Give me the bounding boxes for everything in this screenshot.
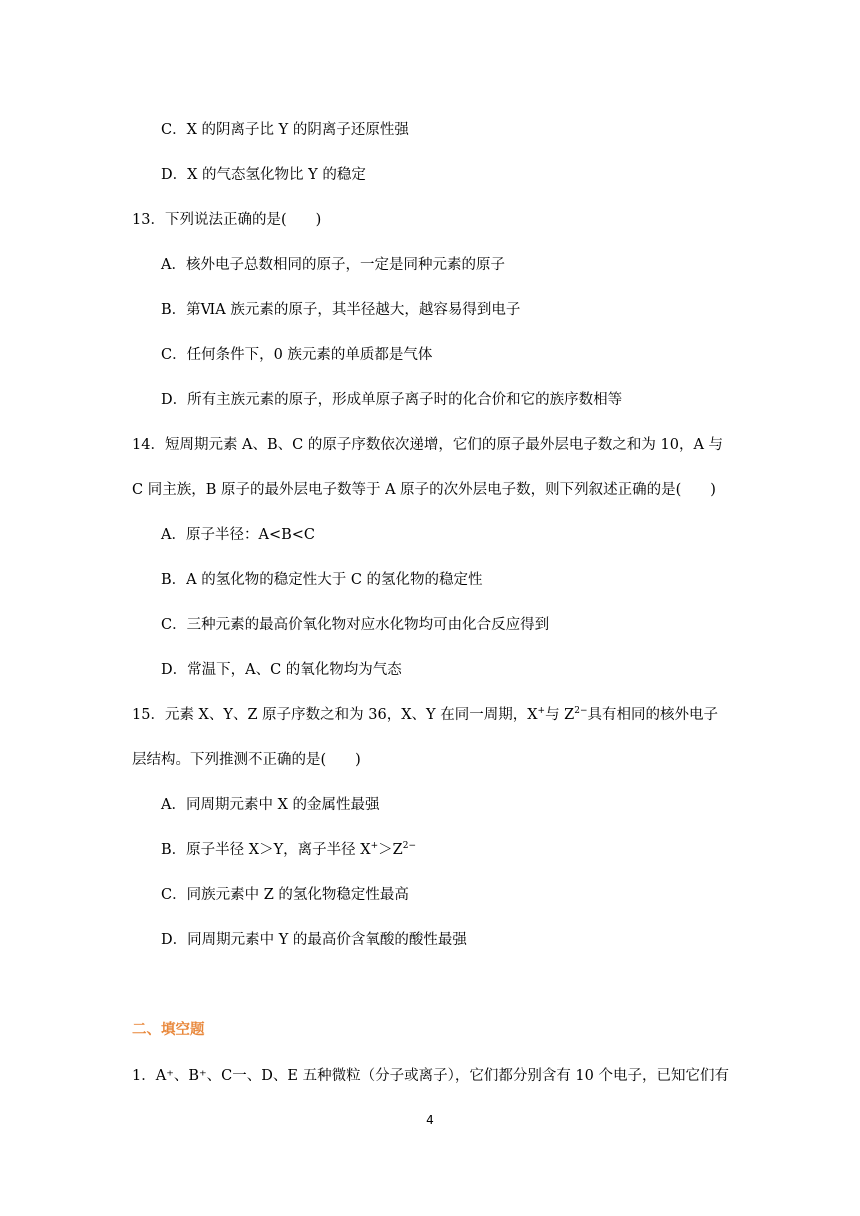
q15-option-b-part-1: B．原子半径 X＞Y，离子半径 X — [161, 842, 371, 858]
q15-stem-line1 — [132, 703, 718, 724]
q12-option-c: C．X 的阴离子比 Y 的阴离子还原性强 — [161, 122, 409, 138]
q14-option-d: D．常温下，A、C 的氧化物均为气态 — [161, 662, 402, 678]
q15-stem-part-b: 与 Z — [545, 707, 575, 723]
q15-option-b-part-2: ＞Z — [378, 842, 403, 858]
q15-stem-part-a: 15．元素 X、Y、Z 原子序数之和为 36，X、Y 在同一周期，X — [132, 707, 538, 723]
q13-option-d: D．所有主族元素的原子，形成单原子离子时的化合价和它的族序数相等 — [161, 392, 623, 408]
section2-q1-line1: 1．A⁺、B⁺、C一、D、E 五种微粒（分子或离子），它们都分别含有 10 个电子，已知它们有 — [132, 1068, 729, 1084]
q15-stem-sup-1: + — [537, 706, 546, 717]
q15-stem-line2: 层结构。下列推测不正确的是( ) — [132, 752, 361, 768]
page-number: 4 — [426, 1113, 434, 1127]
q14-stem-line2: C 同主族，B 原子的最外层电子数等于 A 原子的次外层电子数，则下列叙述正确的是( ) — [132, 482, 716, 498]
q15-option-d: D．同周期元素中 Y 的最高价含氧酸的酸性最强 — [161, 932, 467, 948]
q12-option-d: D．X 的气态氢化物比 Y 的稳定 — [161, 167, 366, 183]
q14-option-a: A．原子半径：A<B<C — [161, 527, 315, 543]
q15-option-a: A．同周期元素中 X 的金属性最强 — [161, 797, 380, 813]
q15-stem-part-c: 具有相同的核外电子 — [587, 707, 719, 723]
q13-option-a: A．核外电子总数相同的原子，一定是同种元素的原子 — [161, 257, 505, 273]
q14-stem-line1: 14．短周期元素 A、B、C 的原子序数依次递增，它们的原子最外层电子数之和为 10，A 与 — [132, 437, 724, 453]
section-heading: 二、填空题 — [132, 1022, 205, 1038]
q14-option-b: B．A 的氢化物的稳定性大于 C 的氢化物的稳定性 — [161, 572, 483, 588]
q15-option-c: C．同族元素中 Z 的氢化物稳定性最高 — [161, 887, 409, 903]
q15-option-b — [161, 838, 416, 859]
q15-option-b-sup-1: + — [370, 841, 379, 852]
q13-option-c: C．任何条件下，0 族元素的单质都是气体 — [161, 347, 433, 363]
q14-option-c: C．三种元素的最高价氧化物对应水化物均可由化合反应得到 — [161, 617, 550, 633]
q13-stem: 13．下列说法正确的是( ) — [132, 212, 322, 228]
q15-option-b-sup-2: 2− — [402, 841, 416, 852]
q13-option-b: B．第ⅥA 族元素的原子，其半径越大，越容易得到电子 — [161, 302, 521, 318]
q15-stem-sup-2: 2− — [574, 706, 588, 717]
